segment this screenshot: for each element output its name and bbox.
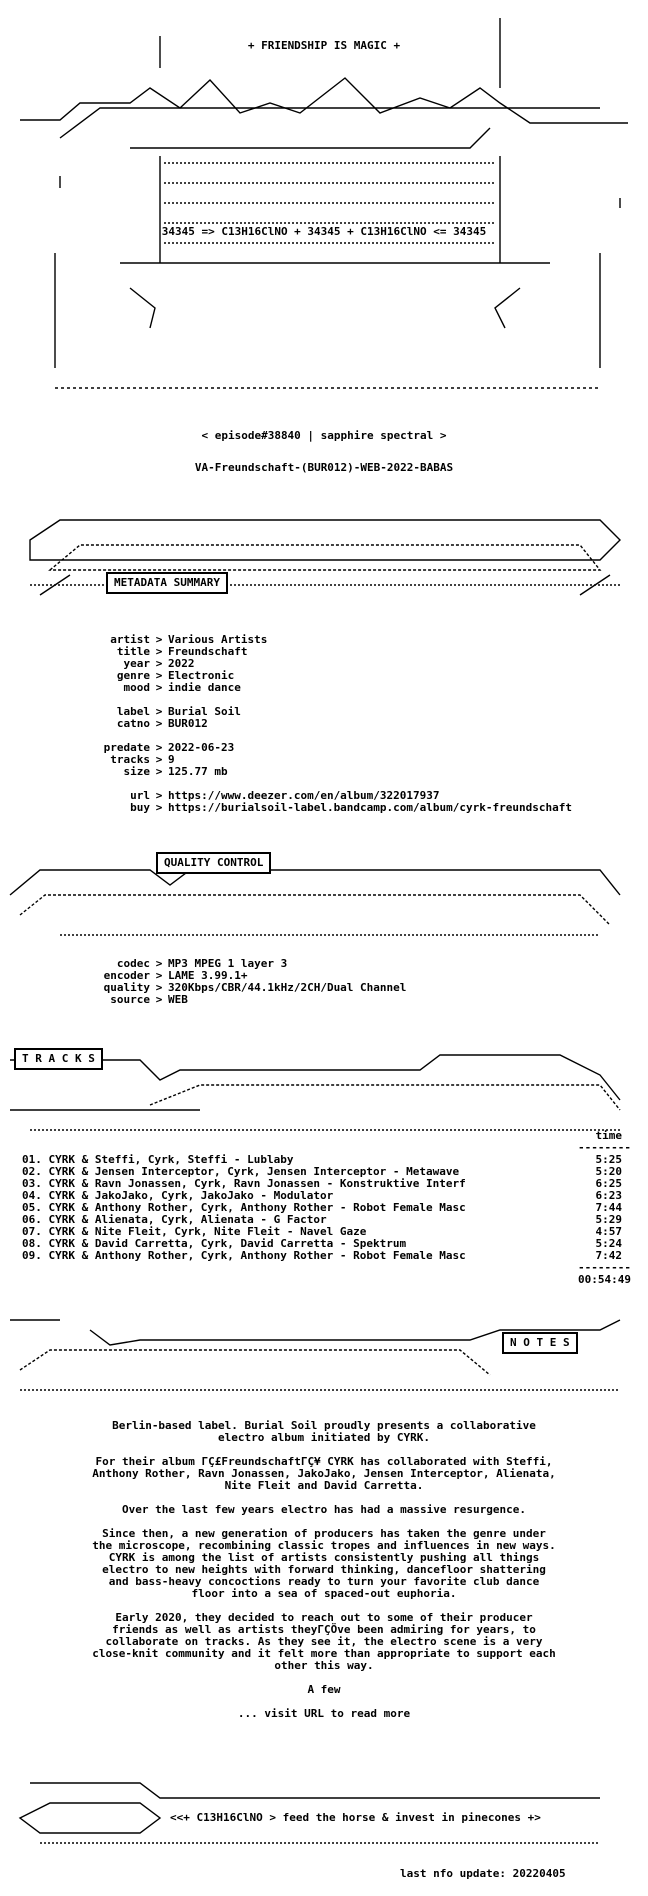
meta-row: year > 2022 [123,657,195,670]
quality-row: encoder > LAME 3.99.1+ [103,969,248,982]
quality-banner-art [0,840,648,950]
header-ascii-art [0,8,648,398]
notes-paragraph: Early 2020, they decided to reach out to some of their producer friends as well as artists theyΓÇÖve been admiring for years, to collaborate on tracks. As they see it, the electro scene is a very close-knit community and it felt more than appropriate to support each other this way. [92,1611,556,1672]
meta-row: tracks > 9 [110,753,175,766]
notes-paragraph: A few [307,1683,341,1696]
header-formula: 34345 => C13H16ClNO + 34345 + C13H16ClNO <= 34345 [161,225,487,238]
notes-paragraph: Since then, a new generation of producers has taken the genre under the microscope, recombining classic tropes and influences in new ways. CYRK is among the list of artists consistently pushing all things electro to new heights with forward thinking, dancefloor shattering and bass-heavy concoctions ready to turn your favorite club dance floor into a sea of spaced-out euphoria. [92,1527,556,1600]
meta-row: label > Burial Soil [116,705,241,718]
track-row: 06. CYRK & Alienata, Cyrk, Alienata - G Factor 5:29 [22,1213,622,1226]
meta-row: genre > Electronic [116,669,235,682]
notes-paragraph: Berlin-based label. Burial Soil proudly presents a collaborative electro album initiated by CYRK. [112,1419,536,1444]
track-row: 07. CYRK & Nite Fleit, Cyrk, Nite Fleit - Navel Gaze 4:57 [22,1225,622,1238]
quality-row: codec > MP3 MPEG 1 layer 3 [116,957,288,970]
total-time: 00:54:49 [578,1273,631,1286]
notes-paragraph: Over the last few years electro has had a massive resurgence. [122,1503,526,1516]
last-update: last nfo update: 20220405 [400,1867,566,1880]
notes-paragraph: For their album ΓÇ£FreundschaftΓÇ¥ CYRK has collaborated with Steffi, Anthony Rother, Ravn Jonassen, JakoJako, Jensen Interceptor, Alienata, Nite Fleit and David Carretta. [92,1455,556,1492]
release-name: VA-Freundschaft-(BUR012)-WEB-2022-BABAS [194,461,454,474]
track-row: 02. CYRK & Jensen Interceptor, Cyrk, Jensen Interceptor - Metawave 5:20 [22,1165,622,1178]
track-row: 03. CYRK & Ravn Jonassen, Cyrk, Ravn Jonassen - Konstruktive Interf 6:25 [22,1177,622,1190]
notes-section-label: N O T E S [502,1332,578,1354]
footer-ascii-art [0,1758,648,1858]
metadata-section-label: METADATA SUMMARY [106,572,228,594]
footer-tagline: <<+ C13H16ClNO > feed the horse & invest in pinecones +> [170,1811,541,1824]
quality-row: source > WEB [110,993,188,1006]
meta-row: buy > https://burialsoil-label.bandcamp.com/album/cyrk-freundschaft [130,801,572,814]
meta-row: size > 125.77 mb [123,765,228,778]
track-row: 08. CYRK & David Carretta, Cyrk, David Carretta - Spektrum 5:24 [22,1237,622,1250]
meta-row: mood > indie dance [123,681,241,694]
tracks-section-label: T R A C K S [14,1048,103,1070]
metadata-table [70,634,572,814]
metadata-banner-art [0,500,648,620]
meta-row: predate > 2022-06-23 [103,741,235,754]
meta-row: title > Freundschaft [116,645,248,658]
quality-table [70,958,406,1006]
bandcamp-link[interactable]: https://burialsoil-label.bandcamp.com/album/cyrk-freundschaft [168,801,572,814]
meta-row: catno > BUR012 [116,717,208,730]
deezer-link[interactable]: https://www.deezer.com/en/album/322017937 [168,789,440,802]
notes-body [40,1420,608,1732]
quality-section-label: QUALITY CONTROL [156,852,271,874]
track-row: 01. CYRK & Steffi, Cyrk, Steffi - Lublaby 5:25 [22,1153,622,1166]
notes-read-more: ... visit URL to read more [237,1707,411,1720]
meta-row: artist > Various Artists [110,633,268,646]
episode-line: < episode#38840 | sapphire spectral > [201,429,447,442]
time-header: time [595,1129,622,1142]
track-row: 05. CYRK & Anthony Rother, Cyrk, Anthony Rother - Robot Female Masc 7:44 [22,1201,622,1214]
meta-row: url > https://www.deezer.com/en/album/322017937 [130,789,440,802]
track-row: 09. CYRK & Anthony Rother, Cyrk, Anthony Rother - Robot Female Masc 7:42 [22,1249,622,1262]
header-tagline: + FRIENDSHIP IS MAGIC + [247,39,401,52]
notes-banner-art [0,1300,648,1410]
track-row: 04. CYRK & JakoJako, Cyrk, JakoJako - Modulator 6:23 [22,1189,622,1202]
tracklist: time -------- 01. CYRK & Steffi, Cyrk, Steffi - Lublaby 5:25 02. CYRK & Jensen Interceptor, Cyrk, Jensen Interceptor - Metawave 5:20 03. CYRK & Ravn Jonassen, Cyrk, Ravn Jonassen - Konstruktive Interf 6:25 04. CYRK & JakoJako, Cyrk, JakoJako - Modulator 6:23 05. CYRK & Anthony Rother, Cyrk, Anthony Rother - Robot Female Masc 7:44 06. CYRK & Alienata, Cyrk, Alienata - G Factor 5:29 07. CYRK & Nite Fleit, Cyrk, Nite Fleit - Navel Gaze 4:57 08. CYRK & David Carretta, Cyrk, David Carretta - Spektrum 5:24 09. CYRK & Anthony Rother, Cyrk, Anthony Rother - Robot Female Masc 7:42 -------- 00:54:49 [22,1129,631,1286]
quality-row: quality > 320Kbps/CBR/44.1kHz/2CH/Dual Channel [103,981,407,994]
